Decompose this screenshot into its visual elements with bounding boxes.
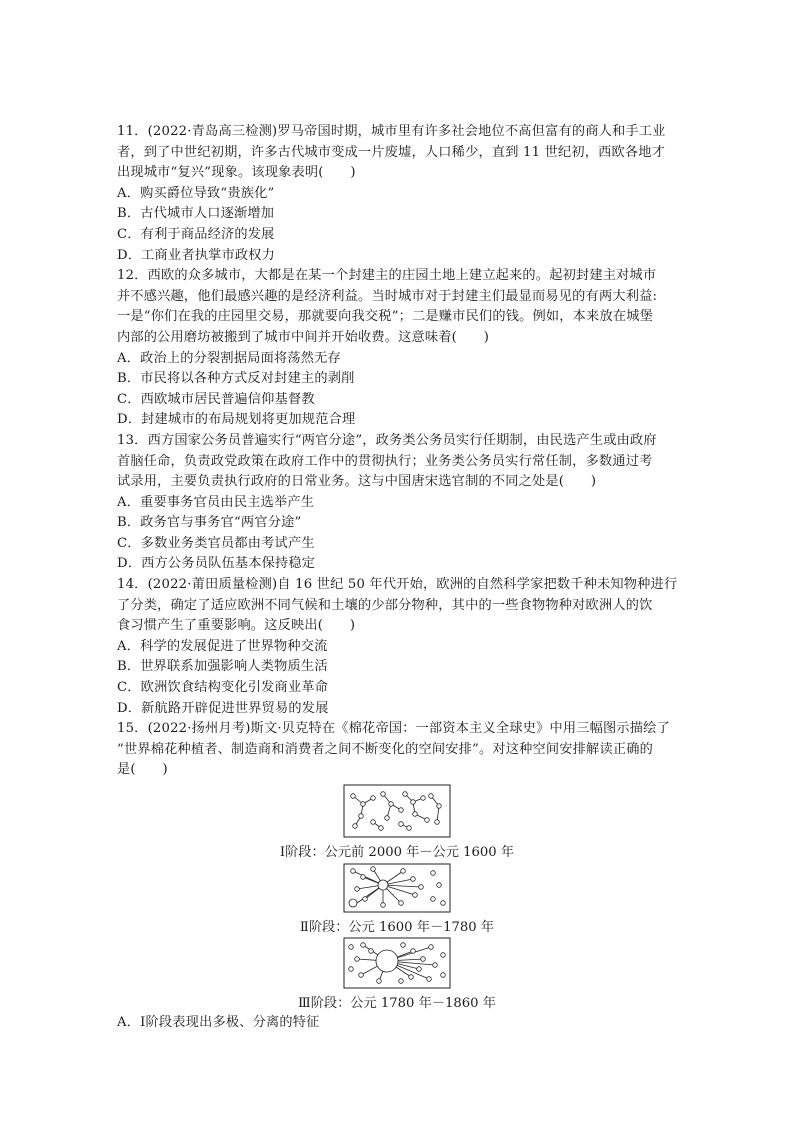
question-15 — [117, 719, 677, 1033]
exam-page — [117, 122, 677, 1034]
question-text-line: 食习惯产生了重要影响。这反映出( ) — [117, 618, 356, 634]
option-b: B．古代城市人口逐渐增加 — [117, 206, 275, 222]
option-d: D．西方公务员队伍基本保持稳定 — [117, 556, 316, 572]
option-d: D．工商业者执掌市政权力 — [117, 247, 276, 263]
question-text-line: 13．西方国家公务员普遍实行“两官分途”，政务类公务员实行任期制，由民选产生或由政府 — [117, 432, 657, 448]
question-text-line: 12．西欧的众多城市，大都是在某一个封建主的庄园土地上建立起来的。起初封建主对城市 — [117, 268, 657, 284]
question-text-line: 试录用，主要负责执行政府的日常业务。这与中国唐宋选官制的不同之处是( ) — [117, 474, 597, 490]
question-11 — [117, 122, 677, 266]
stage-2-figure — [117, 863, 677, 937]
stage-figures — [117, 781, 677, 1013]
option-c: C．有利于商品经济的发展 — [117, 226, 275, 242]
stage-1-caption: Ⅰ阶段：公元前 2000 年－公元 1600 年 — [279, 845, 515, 860]
question-text-line: 11．(2022·青岛高三检测)罗马帝国时期，城市里有许多社会地位不高但富有的商人和手工业 — [117, 124, 666, 139]
question-text-line: 14．(2022·莆田质量检测)自 16 世纪 50 年代开始，欧洲的自然科学家把数千种未知物种进行 — [117, 577, 678, 593]
stage-1-diagram — [343, 784, 451, 838]
question-text-line: 是( ) — [117, 762, 168, 778]
stage-2-caption: Ⅱ阶段：公元 1600 年－1780 年 — [299, 920, 495, 935]
option-d: D．封建城市的布局规划将更加规范合理 — [117, 412, 356, 428]
option-d: D．新航路开辟促进世界贸易的发展 — [117, 700, 329, 716]
stage-1-figure — [117, 784, 677, 862]
option-b: B．政务官与事务官“两官分途” — [117, 515, 302, 531]
stage-3-diagram — [343, 937, 451, 989]
question-text-line: 并不感兴趣，他们最感兴趣的是经济利益。当时城市对于封建主们最显而易见的有两大利益: — [117, 288, 658, 304]
option-b: B．市民将以各种方式反对封建主的剥削 — [117, 371, 355, 387]
option-a: A．购买爵位导致“贵族化” — [117, 185, 275, 201]
question-text-line: 者，到了中世纪初期，许多古代城市变成一片废墟，人口稀少，直到 11 世纪初，西欧各地才 — [117, 144, 666, 160]
option-a: A．重要事务官员由民主选举产生 — [117, 494, 315, 510]
question-13 — [117, 431, 677, 575]
question-text-line: 了分类，确定了适应欧洲不同气候和土壤的少部分物种，其中的一些食物物种对欧洲人的饮 — [117, 597, 653, 613]
stage-3-figure — [117, 937, 677, 1013]
option-c: C．西欧城市居民普遍信仰基督教 — [117, 391, 315, 407]
stage-2-diagram — [343, 863, 451, 913]
question-text-line: “世界棉花种植者、制造商和消费者之间不断变化的空间安排”。对这种空间安排解读正确的 — [117, 741, 653, 757]
option-b: B．世界联系加强影响人类物质生活 — [117, 659, 328, 675]
question-text-line: 出现城市“复兴”现象。该现象表明( ) — [117, 165, 356, 181]
question-14 — [117, 575, 677, 719]
option-c: C．多数业务类官员都由考试产生 — [117, 535, 315, 551]
option-a: A．科学的发展促进了世界物种交流 — [117, 638, 328, 654]
question-text-line: 一是“你们在我的庄园里交易，那就要向我交税”；二是赚市民们的钱。例如，本来放在城堡 — [117, 309, 653, 325]
option-c: C．欧洲饮食结构变化引发商业革命 — [117, 680, 329, 696]
option-a: A．政治上的分裂割据局面将荡然无存 — [117, 350, 341, 366]
option-a: A．Ⅰ阶段表现出多极、分离的特征 — [117, 1015, 320, 1030]
stage-3-caption: Ⅲ阶段：公元 1780 年－1860 年 — [298, 996, 496, 1011]
question-text-line: 首脑任命，负责政党政策在政府工作中的贯彻执行；业务类公务员实行常任制，多数通过考 — [117, 453, 653, 469]
question-text-line: 15．(2022·扬州月考)斯文·贝克特在《棉花帝国：一部资本主义全球史》中用三幅图示描绘了 — [117, 721, 670, 737]
question-text-line: 内部的公用磨坊被搬到了城市中间并开始收费。这意味着( ) — [117, 329, 490, 345]
question-12 — [117, 266, 677, 431]
